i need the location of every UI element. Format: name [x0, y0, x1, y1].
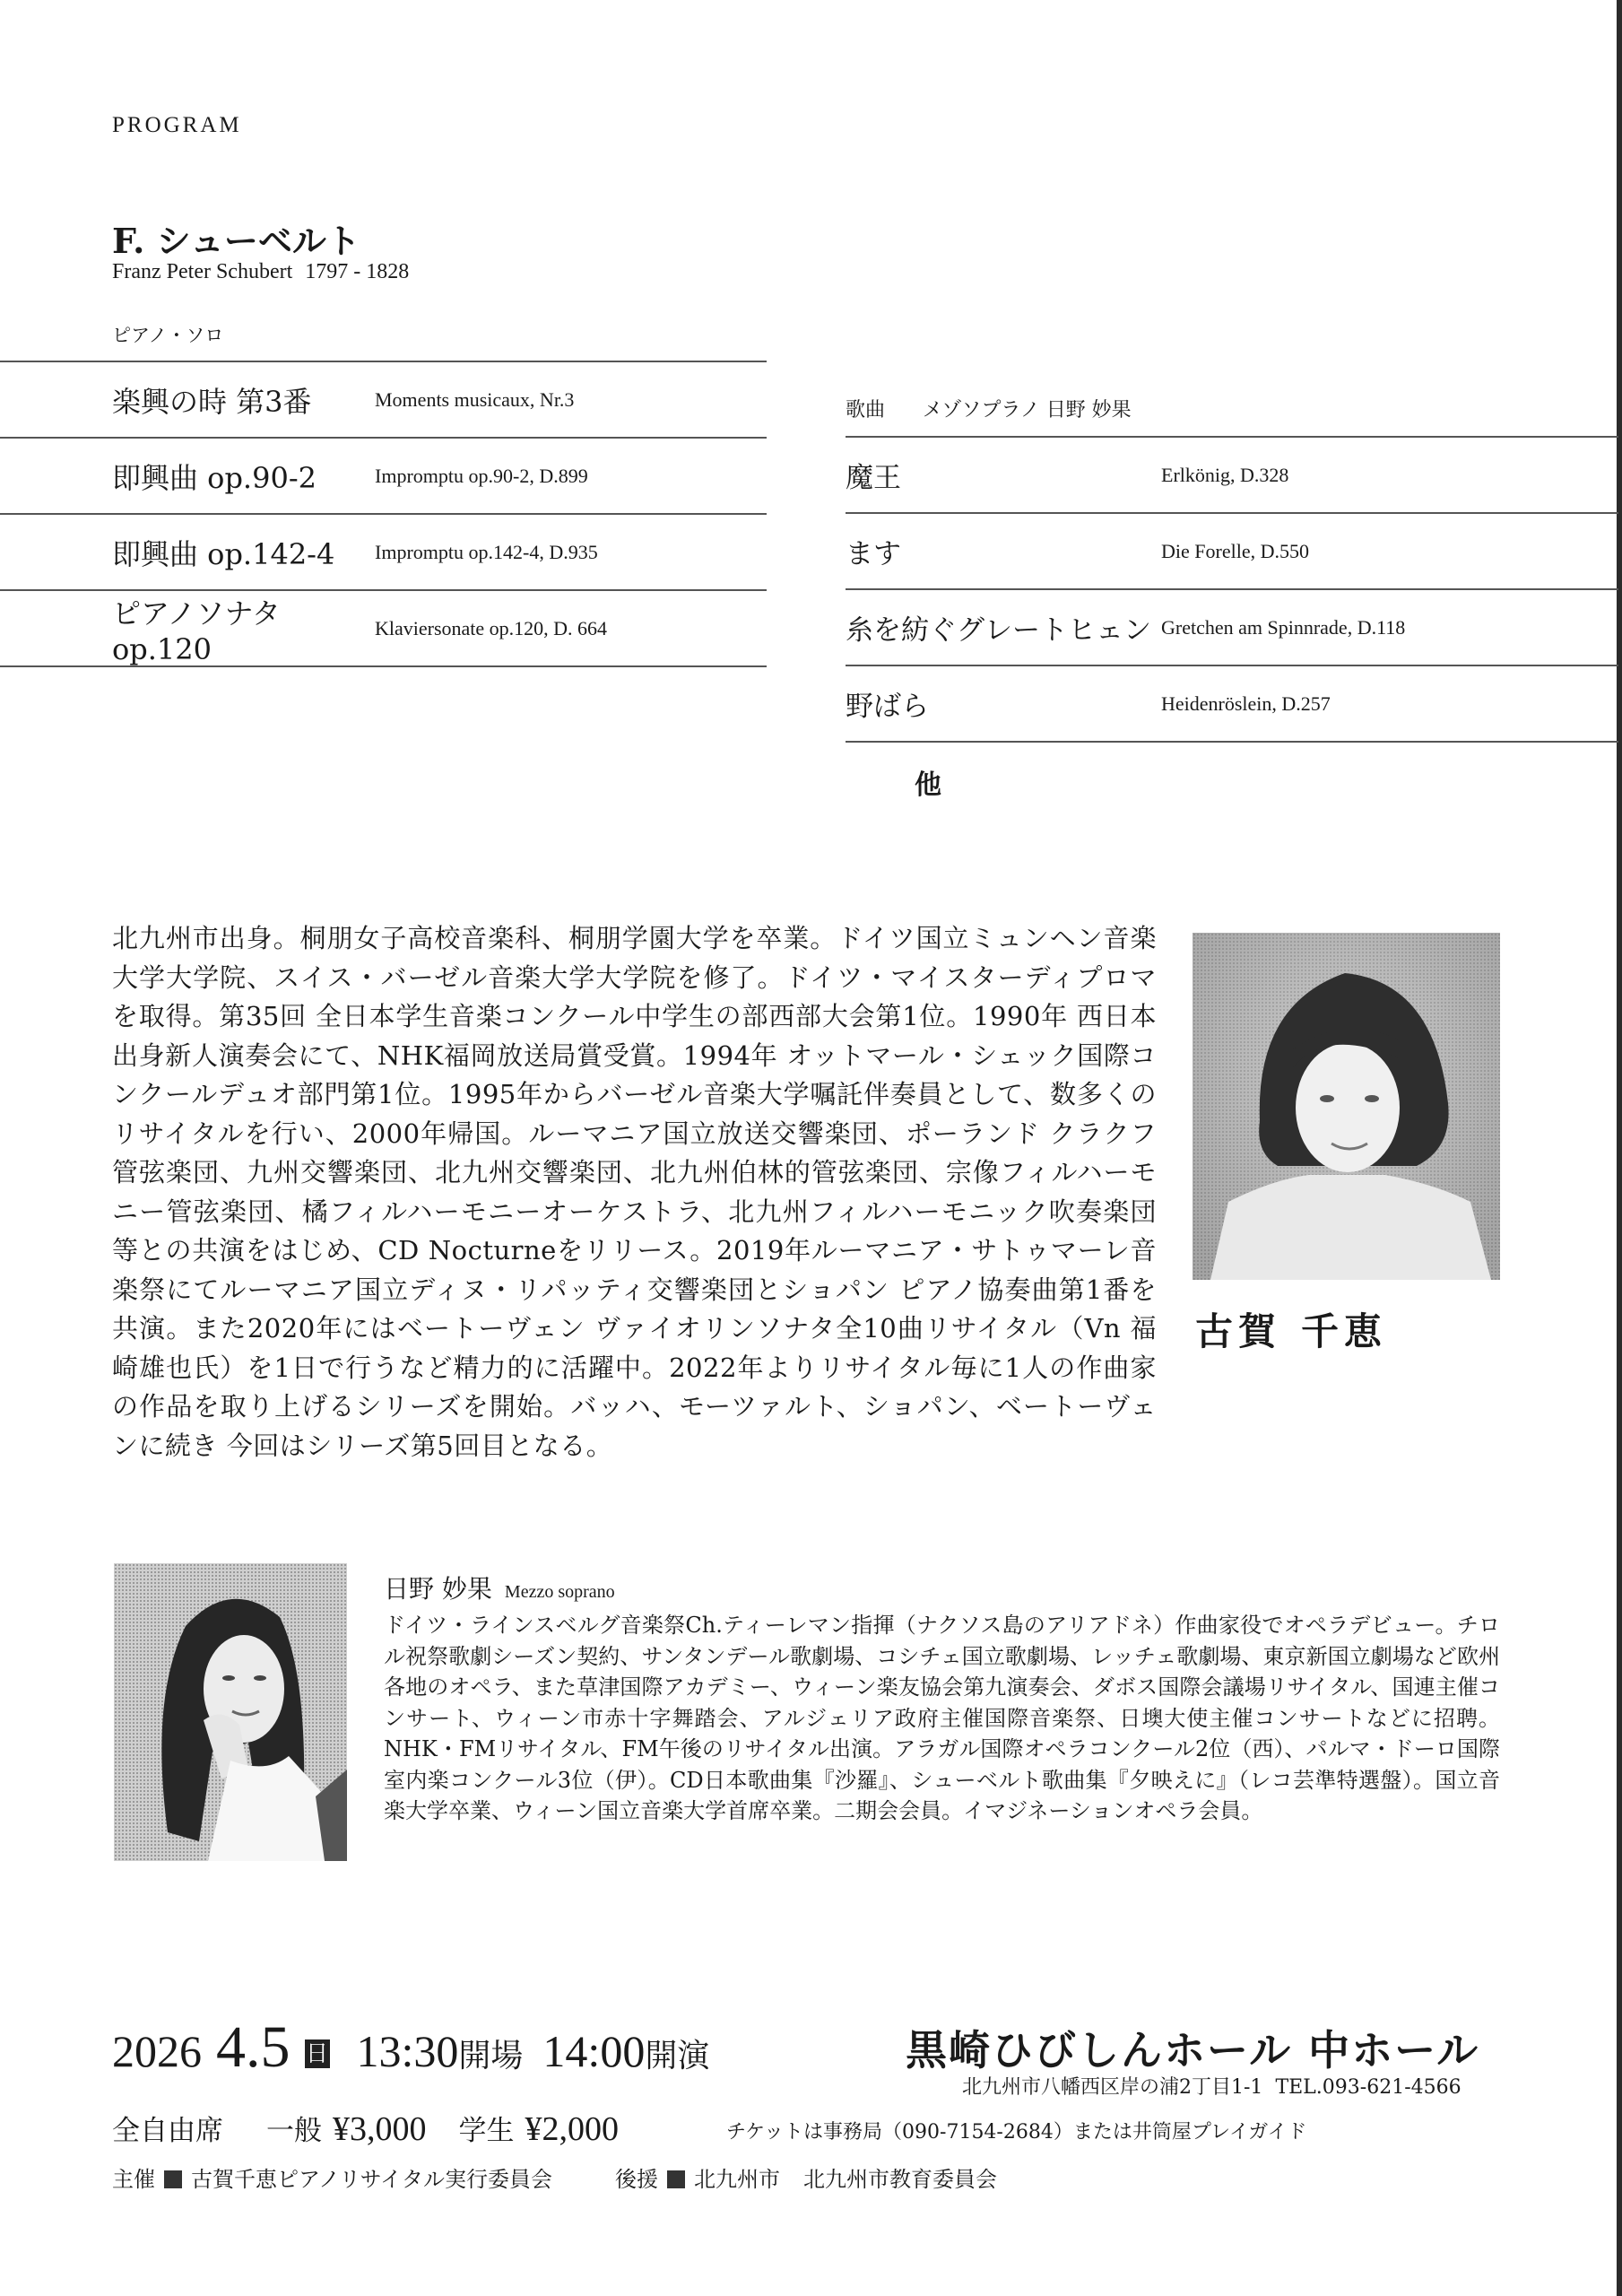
- program-row: [846, 666, 1618, 743]
- work-title-ja: ピアノソナタ op.120: [112, 596, 281, 666]
- event-month-day: 4.5: [216, 2014, 291, 2080]
- singer-name-ja: 日野 妙果: [384, 1574, 492, 1604]
- supporter-name: 北九州市教育委員会: [802, 2167, 997, 2192]
- piano-solo-table: [0, 361, 767, 667]
- song-title-ja: 糸を紡ぐグレートヒェン: [846, 614, 1151, 647]
- program-row: [846, 590, 1618, 666]
- organizer-name: 古賀千恵ピアノリサイタル実行委員会: [191, 2167, 552, 2192]
- day-of-week-badge: 日: [305, 2040, 328, 2066]
- singer-role: Mezzo soprano: [504, 1582, 615, 1602]
- program-label: PROGRAM: [112, 113, 242, 137]
- work-title-en: Impromptu op.90-2, D.899: [375, 464, 588, 487]
- singer-bio: ドイツ・ラインスベルグ音楽祭Ch.ティーレマン指揮（ナクソス島のアリアドネ）作曲家役でオペラデビュー。チロル祝祭歌劇シーズン契約、サンタンデール歌劇場、コシチェ国立歌劇場、レッチェ歌劇場、東京新国立劇場など欧州各地のオペラ、また草津国際アカデミー、ウィーン楽友協会第九演奏会、ダボス国際会議場リサイタル、国連主催コンサート、ウィーン市赤十字舞踏会、アルジェリア政府主催国際音楽祭、日墺大使主催コンサートなどに招聘。NHK・FMリサイタル、FM午後のリサイタル出演。アラガル国際オペラコンクール2位（西）、パルマ・ドーロ国際室内楽コンクール3位（伊）。CD日本歌曲集『沙羅』、シューベルト歌曲集『夕映えに』（レコ芸準特選盤）。国立音楽大学卒業、ウィーン国立音楽大学首席卒業。二期会会員。イマジネーションオペラ会員。: [384, 1613, 1500, 1823]
- program-row: [0, 591, 767, 667]
- program-row: [846, 514, 1618, 590]
- singer-portrait-photo: [114, 1563, 347, 1861]
- work-title-ja: 即興曲 op.142-4: [112, 536, 335, 571]
- address-text: 北九州市八幡西区岸の浦2丁目1-1: [962, 2076, 1263, 2099]
- songs-header: [846, 395, 1132, 422]
- singer-photo-graphic: [114, 1563, 347, 1861]
- venue-tel: TEL.093-621-4566: [1275, 2076, 1462, 2099]
- credits-line: [112, 2161, 997, 2193]
- song-title-en: Erlkönig, D.328: [1161, 463, 1289, 486]
- work-title-en: Klaviersonate op.120, D. 664: [375, 616, 608, 639]
- program-row: [846, 438, 1618, 514]
- start-label: 開演: [645, 2038, 710, 2074]
- student-price: ¥2,000: [525, 2110, 619, 2148]
- song-title-en: Gretchen am Spinnrade, D.118: [1161, 615, 1406, 639]
- work-title-en: Moments musicaux, Nr.3: [375, 387, 575, 411]
- others-note: 他: [915, 770, 941, 801]
- pianist-given-name: 千恵: [1301, 1309, 1388, 1353]
- doors-label: 開場: [458, 2038, 524, 2074]
- venue-name: 黒崎ひびしんホール 中ホール: [906, 2026, 1480, 2074]
- general-label: 一般: [266, 2115, 322, 2147]
- program-row: [0, 439, 767, 515]
- songs-label: 歌曲: [846, 399, 886, 422]
- pianist-photo-graphic: [1193, 933, 1500, 1280]
- square-bullet-icon: [164, 2170, 182, 2188]
- work-title-ja: 即興曲 op.90-2: [112, 460, 317, 495]
- start-time: 14:00: [542, 2026, 646, 2076]
- composer-name-en: [112, 260, 409, 284]
- work-title-ja: 楽興の時 第3番: [112, 384, 312, 419]
- pianist-portrait-photo: [1193, 933, 1500, 1280]
- scan-edge-shadow: [1617, 0, 1622, 2296]
- song-title-ja: 野ばら: [846, 691, 929, 723]
- pianist-family-name: 古賀: [1195, 1309, 1282, 1353]
- student-label: 学生: [458, 2115, 515, 2147]
- ticket-contact: チケットは事務局（090-7154-2684）または井筒屋プレイガイド: [726, 2121, 1307, 2144]
- event-datetime: [112, 2013, 709, 2082]
- program-row: [0, 362, 767, 439]
- song-title-ja: 魔王: [846, 462, 901, 494]
- singer-name: [384, 1570, 615, 1605]
- square-bullet-icon: [667, 2170, 685, 2188]
- doors-time: 13:30: [356, 2026, 459, 2076]
- work-title-en: Impromptu op.142-4, D.935: [375, 540, 598, 563]
- composer-name-ja: F. シューベルト: [112, 221, 360, 261]
- songs-table: [846, 436, 1618, 743]
- song-title-en: Heidenröslein, D.257: [1161, 691, 1331, 715]
- piano-solo-label: ピアノ・ソロ: [112, 325, 224, 346]
- song-title-ja: ます: [846, 538, 901, 570]
- organizer-label: 主催: [112, 2167, 155, 2192]
- supporter-label: 後援: [614, 2167, 658, 2192]
- program-row: [0, 515, 767, 591]
- general-price: ¥3,000: [333, 2110, 427, 2148]
- song-title-en: Die Forelle, D.550: [1161, 539, 1309, 562]
- supporter-name: 北九州市: [693, 2167, 780, 2192]
- seating-type: 全自由席: [112, 2115, 223, 2147]
- composer-years: 1797 - 1828: [305, 260, 410, 283]
- ticket-prices: [112, 2108, 619, 2149]
- composer-full-name: Franz Peter Schubert: [112, 260, 293, 283]
- event-year: 2026: [112, 2026, 202, 2076]
- songs-performer: メゾソプラノ 日野 妙果: [923, 399, 1132, 422]
- pianist-bio: 北九州市出身。桐朋女子高校音楽科、桐朋学園大学を卒業。ドイツ国立ミュンヘン音楽大学大学院、スイス・バーゼル音楽大学大学院を修了。ドイツ・マイスターディプロマを取得。第35回 全日本学生音楽コンクール中学生の部西部大会第1位。1990年 西日本出身新人演奏会にて、NHK福岡放送局賞受賞。1994年 オットマール・シェック国際コンクールデュオ部門第1位。1995年からバーゼル音楽大学嘱託伴奏員として、数多くのリサイタルを行い、2000年帰国。ルーマニア国立放送交響楽団、ポーランド クラクフ管弦楽団、九州交響楽団、北九州交響楽団、北九州伯林的管弦楽団、宗像フィルハーモニー管弦楽団、橘フィルハーモニーオーケストラ、北九州フィルハーモニック吹奏楽団 等との共演をはじめ、CD Nocturneをリリース。2019年ルーマニア・サトゥマーレ音楽祭にてルーマニア国立ディヌ・リパッティ交響楽団とショパン ピアノ協奏曲第1番を共演。また2020年にはベートーヴェン ヴァイオリンソナタ全10曲リサイタル（Vn 福崎雄也氏）を1日で行うなど精力的に活躍中。2022年よりリサイタル毎に1人の作曲家の作品を取り上げるシリーズを開始。バッハ、モーツァルト、ショパン、ベートーヴェンに続き 今回はシリーズ第5回目となる。: [112, 923, 1157, 1461]
- pianist-name: [1195, 1302, 1387, 1356]
- venue-address: [962, 2072, 1462, 2100]
